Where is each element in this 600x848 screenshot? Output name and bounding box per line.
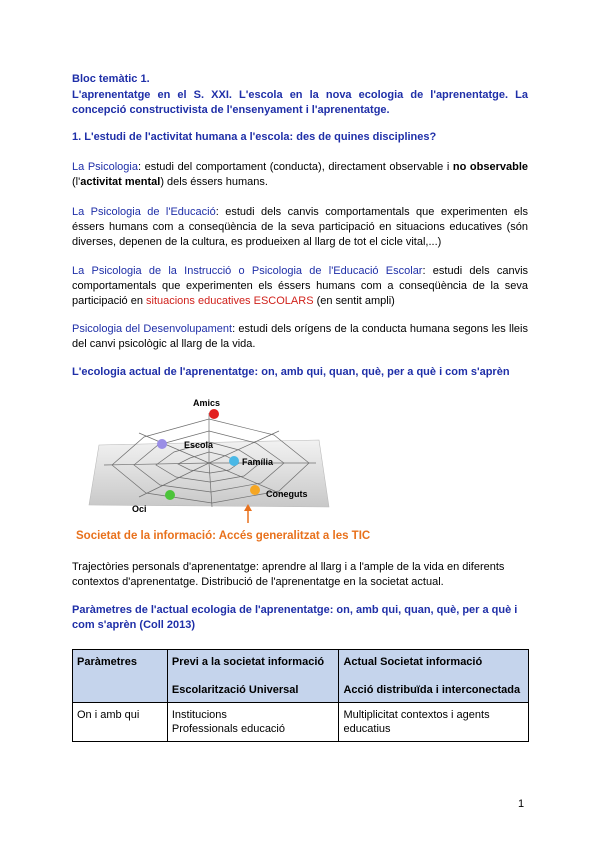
diagram-caption: Societat de la informació: Accés generalitzat a les TIC (76, 530, 371, 542)
node-escola (157, 439, 167, 449)
paragraph-psicologia-educacio (72, 205, 528, 250)
learning-ecology-web-diagram (84, 395, 334, 525)
p1-bold-activitat-mental: activitat mental (80, 176, 161, 188)
term-psicologia-educacio: La Psicologia de l'Educació (72, 206, 216, 218)
page-number: 1 (518, 798, 525, 810)
p1-text-b: (l' (72, 176, 81, 188)
arrow-up-icon (244, 504, 252, 523)
header-previ-line2: Escolarització Universal (171, 684, 299, 696)
term-psicologia: La Psicologia (72, 161, 138, 173)
label-coneguts: Coneguts (266, 489, 308, 499)
row1-previ-line1: Institucions (171, 709, 227, 721)
header-cell-actual (339, 650, 529, 703)
section-1-heading: 1. L'estudi de l'activitat humana a l'escola: des de quines disciplines? (72, 131, 437, 143)
table-header-row (73, 650, 529, 703)
node-coneguts (250, 485, 260, 495)
header-actual-line2: Acció distribuïda i interconectada (343, 684, 521, 696)
p1-bold-no-observable: no observable (452, 161, 528, 173)
term-psicologia-desenvolupament: Psicologia del Desenvolupament (72, 323, 233, 335)
header-parametres-text: Paràmetres (77, 656, 137, 668)
p3-red-situacions: situacions educatives ESCOLARS (146, 295, 314, 307)
header-actual-line1: Actual Societat informació (343, 656, 483, 668)
p3-text-a: : estudi dels canvis comportamentals que experimenten els éssers humans com a conseqüència de la seva participació en (72, 265, 529, 307)
row1-cell-previ (167, 703, 339, 742)
node-oci (165, 490, 175, 500)
paragraph-psicologia-instruccio (72, 264, 528, 309)
label-oci: Oci (132, 504, 147, 514)
row1-parametre-text: On i amb qui (77, 709, 140, 721)
row1-cell-parametre (73, 703, 168, 742)
node-amics (209, 409, 219, 419)
row1-cell-actual (339, 703, 529, 742)
header-cell-previ (167, 650, 339, 703)
row1-previ-line2: Professionals educació (171, 723, 285, 735)
paragraph-psicologia-desenvolupament (72, 322, 528, 352)
term-psicologia-instruccio: La Psicologia de la Instrucció o Psicologia de l'Educació Escolar (72, 265, 423, 277)
p4-text: : estudi dels orígens de la conducta humana segons les lleis del canvi psicològic al llarg de la vida. (72, 323, 528, 350)
paragraph-psicologia (72, 160, 528, 190)
header-cell-parametres (73, 650, 168, 703)
label-familia: Família (242, 457, 274, 467)
node-familia (229, 456, 239, 466)
trajectories-paragraph: Trajectòries personals d'aprenentatge: aprendre al llarg i a l'ample de la vida en diferents contextos d'aprenentatge. Distribució de l'aprenentatge en la societat actual. (72, 561, 505, 588)
p1-text-c: ) dels éssers humans. (160, 176, 268, 188)
p2-text: : estudi dels canvis comportamentals que experimenten els éssers humans com a conseqüència de la seva participació en situacions educatives (són diverses, depenen de la cultura, es produeixen al llarg de tot el cicle vital,...) (72, 206, 528, 248)
label-amics: Amics (193, 398, 221, 408)
p1-text-a: : estudi del comportament (conducta), directament observable i (137, 161, 453, 173)
bloc-label: Bloc temàtic 1. (72, 73, 150, 85)
bloc-title: L'aprenentatge en el S. XXI. L'escola en la nova ecologia de l'aprenentatge. La concepció constructivista de l'ensenyament i l'aprenentatge. (72, 89, 528, 116)
table-row (73, 703, 529, 742)
p3-text-b: (en sentit ampli) (313, 295, 395, 307)
params-table (72, 649, 529, 742)
ecology-heading: L'ecologia actual de l'aprenentatge: on, amb qui, quan, què, per a què i com s'aprèn (72, 366, 510, 378)
params-heading: Paràmetres de l'actual ecologia de l'aprenentatge: on, amb qui, quan, què, per a què i com s'aprèn (Coll 2013) (72, 604, 518, 631)
row1-actual-text: Multiplicitat contextos i agents educatius (343, 709, 490, 735)
label-escola: Escola (184, 440, 214, 450)
header-previ-line1: Previ a la societat informació (171, 656, 325, 668)
